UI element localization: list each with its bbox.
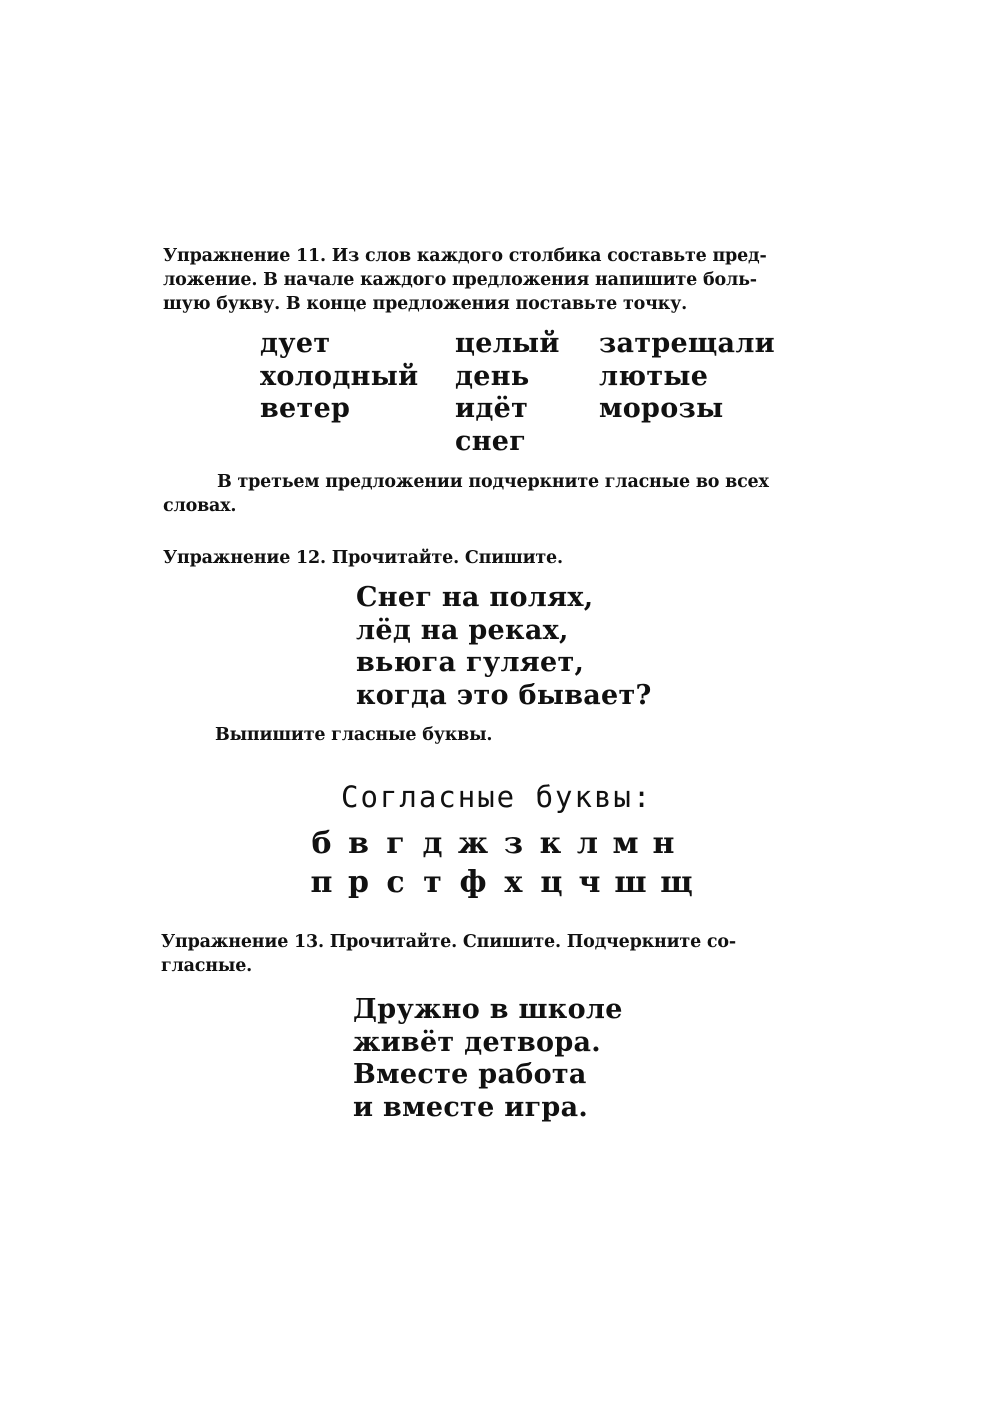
letter: м [612, 826, 639, 861]
letter: к [539, 826, 562, 861]
letter: ж [457, 826, 489, 861]
exercise-12-title: Упражнение 12. Прочитайте. Спишите. [163, 548, 563, 568]
word: затрещали [599, 328, 775, 359]
word: целый [455, 328, 560, 359]
exercise-13-poem [353, 994, 623, 1124]
exercise-13-instructions [161, 930, 736, 978]
letter: н [652, 826, 675, 861]
letter: з [503, 826, 524, 861]
word: идёт [455, 393, 529, 424]
exercise-12-task: Выпишите гласные буквы. [215, 725, 493, 745]
letter: ф [459, 865, 487, 900]
word: день [455, 360, 530, 392]
word-column-3 [599, 328, 775, 426]
consonants-heading: Согласные буквы: [341, 780, 653, 814]
letter: б [311, 826, 332, 861]
word-column-2 [455, 328, 560, 458]
word-column-1 [260, 328, 418, 426]
poem-line: когда это бывает? [356, 679, 652, 711]
letter: ч [578, 865, 601, 900]
exercise-11-line-1: Упражнение 11. Из слов каждого столбика составьте пред- [163, 246, 767, 266]
letter: д [422, 826, 443, 861]
letter: т [423, 865, 442, 900]
letter: п [310, 865, 333, 900]
letter: г [386, 826, 405, 861]
letter: р [348, 865, 369, 900]
word: лютые [599, 360, 709, 392]
poem-line: живёт детвора. [353, 1026, 602, 1058]
word: ветер [260, 393, 351, 424]
exercise-12-poem [356, 582, 652, 712]
word: холодный [260, 360, 419, 392]
poem-line: и вместе игра. [353, 1091, 589, 1123]
letter: ш [614, 865, 647, 900]
poem-line: вьюга гуляет, [356, 647, 585, 678]
letter: л [576, 826, 599, 861]
poem-line: лёд на реках, [356, 614, 569, 646]
exercise-13-line-2: гласные. [161, 956, 253, 976]
letter: х [504, 865, 523, 900]
letter: щ [660, 865, 693, 900]
word: снег [455, 425, 527, 457]
consonants-row-2 [303, 863, 700, 903]
exercise-11-line-3: шую букву. В конце предложения поставьте точку. [163, 294, 688, 314]
letter: в [348, 826, 369, 861]
poem-line: Снег на полях, [356, 582, 594, 613]
poem-line: Дружно в школе [353, 994, 623, 1025]
exercise-11-line-2: ложение. В начале каждого предложения напишите боль- [163, 270, 757, 290]
followup-line-2: словах. [163, 496, 237, 516]
exercise-13-line-1: Упражнение 13. Прочитайте. Спишите. Подчеркните со- [161, 932, 736, 952]
consonants-row-1 [303, 824, 682, 864]
exercise-11-followup [163, 470, 769, 518]
exercise-11-instructions [163, 244, 767, 316]
word: дует [260, 328, 331, 359]
followup-line-1: В третьем предложении подчеркните гласные во всех [217, 472, 769, 492]
poem-line: Вместе работа [353, 1059, 587, 1090]
letter: с [386, 865, 405, 900]
word: морозы [599, 393, 724, 424]
letter: ц [540, 865, 563, 900]
